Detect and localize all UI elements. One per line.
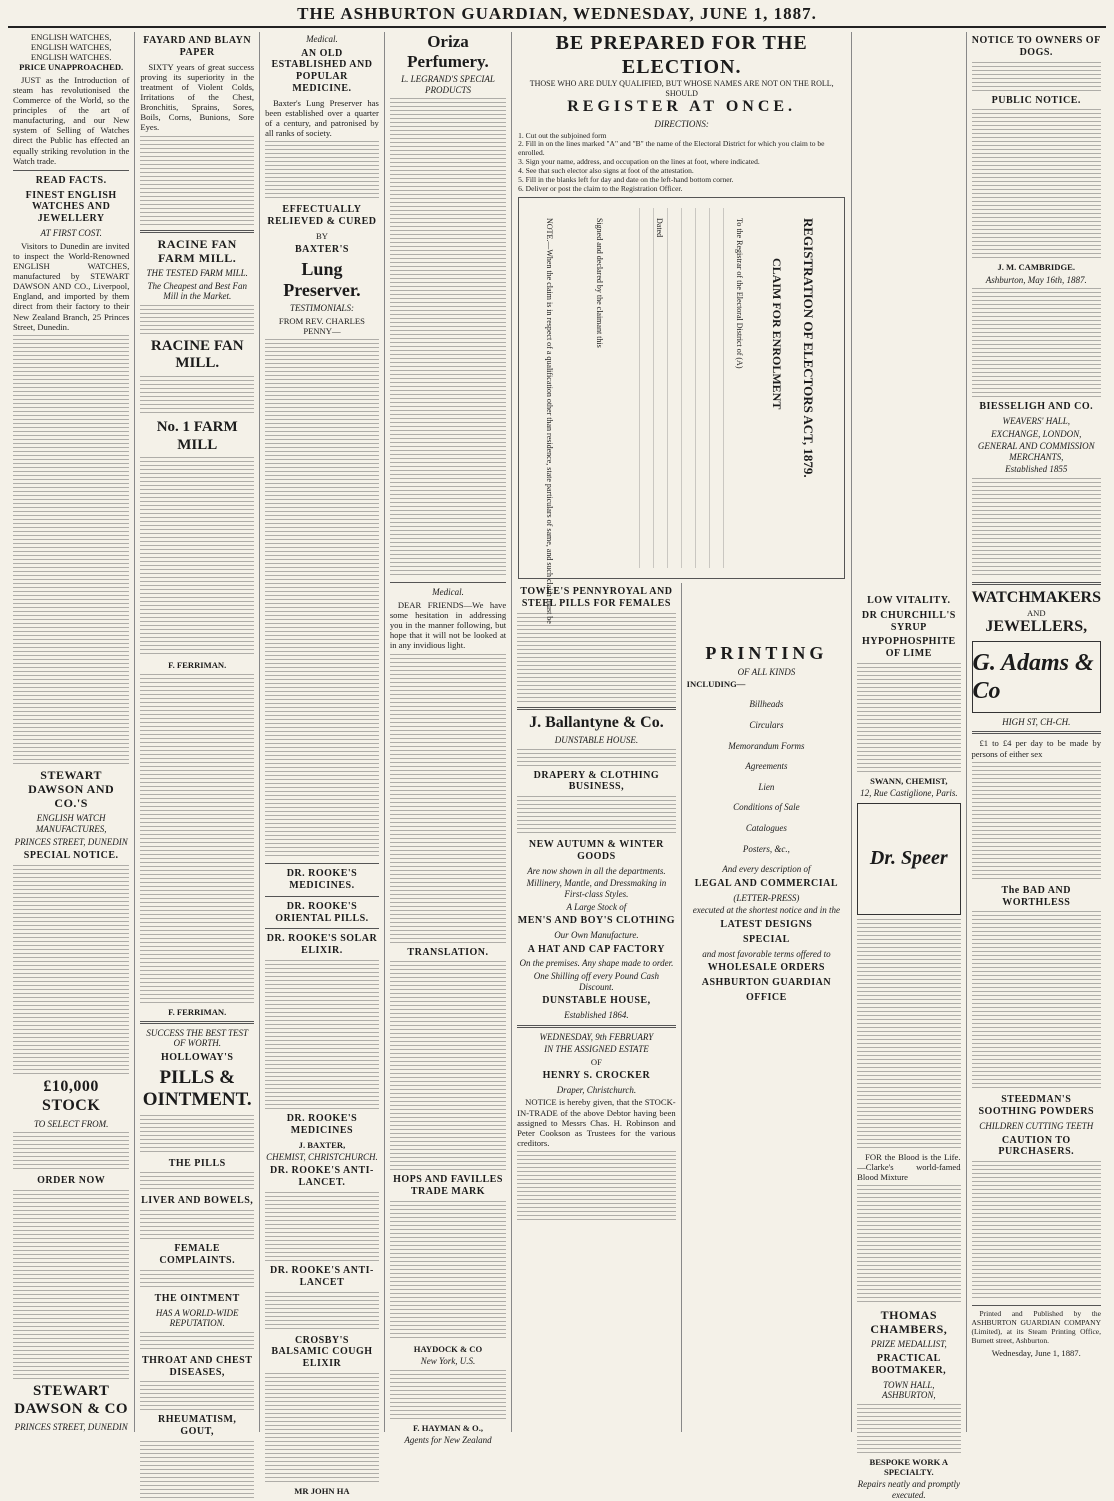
- printing-item: Memorandum Forms: [728, 740, 805, 751]
- text-block: [140, 1332, 254, 1352]
- section-label: Medical.: [306, 34, 338, 44]
- printing-line: executed at the shortest notice and in the: [692, 905, 841, 916]
- text-block: [390, 1370, 506, 1420]
- ad-heading: FAYARD AND BLAYN PAPER: [143, 35, 252, 58]
- text-block: [857, 663, 960, 773]
- text-block: [265, 1192, 379, 1262]
- election-step: 1. Cut out the subjoined form: [518, 130, 607, 140]
- ad-subheading: WEAVERS' HALL,: [1002, 415, 1070, 426]
- ad-heading: HENRY S. CROCKER: [542, 1069, 651, 1081]
- column-election: [512, 32, 852, 1432]
- form-dated: Dated: [655, 218, 665, 238]
- ad-heading: THE PILLS: [168, 1157, 226, 1169]
- dr-speer-logo: Dr. Speer: [857, 803, 960, 915]
- ad-body: JUST as the Introduction of steam has revolutionised the Commerce of the World, so the principles of the art of manufacturing, and our New system of Selling of Watches direct the Public has effected an equally striking revolution in the Watch trade.: [13, 74, 130, 166]
- form-note: NOTE.—When the claim is in respect of a qualification other than residence, state particulars of same, and such claim must be: [545, 218, 555, 625]
- ad-body: Visitors to Dunedin are invited to inspect the World-Renowned ENGLISH WATCHES, manufactured by STEWART DAWSON AND CO., Liverpool, England, and imported by them direct from their factory to their New Zealand Branch, 25 Princes Street, Dunedin.: [13, 240, 130, 332]
- ad-line: FROM REV. CHARLES PENNY—: [278, 315, 365, 337]
- ad-title: PILLS & OINTMENT.: [142, 1066, 252, 1111]
- ad-heading: TOWLE'S PENNYROYAL AND STEEL PILLS FOR FEMALES: [520, 586, 673, 610]
- text-block: [140, 674, 254, 1004]
- text-block: [972, 62, 1102, 92]
- ad-subheading: TESTIMONIALS:: [289, 303, 354, 314]
- ad-subheading: THE TESTED FARM MILL.: [146, 267, 248, 278]
- ad-title: WATCHMAKERS: [971, 588, 1101, 606]
- printing-line: ASHBURTON GUARDIAN: [701, 976, 832, 988]
- column-racine-holloway: [135, 32, 260, 1438]
- ad-heading: THROAT AND CHEST DISEASES,: [141, 1354, 253, 1378]
- ad-subheading: HAS A WORLD-WIDE REPUTATION.: [155, 1307, 239, 1329]
- ad-subheading: ENGLISH WATCH MANUFACTURES,: [35, 813, 107, 834]
- election-step: 2. Fill in on the lines marked "A" and "B" the name of the Electoral District for which you claim to be enrolled.: [518, 139, 825, 158]
- form-signed: Signed and declared by the claimant this: [595, 218, 605, 349]
- text-block: [140, 1381, 254, 1411]
- ad-heading: FEMALE COMPLAINTS.: [159, 1243, 236, 1266]
- ad-heading: DR. ROOKE'S MEDICINES: [286, 1113, 358, 1136]
- ad-heading: BAXTER'S: [294, 244, 349, 256]
- text-block: [140, 1172, 254, 1192]
- ad-heading: DRAPERY & CLOTHING BUSINESS,: [533, 769, 660, 793]
- printing-item: Lien: [758, 781, 775, 792]
- ad-heading: NOTICE TO OWNERS OF DOGS.: [971, 35, 1101, 58]
- ad-title: Oriza Perfumery.: [407, 32, 489, 72]
- ad-subheading: Agents for New Zealand: [404, 1434, 492, 1445]
- ad-title: J. Ballantyne & Co.: [529, 714, 664, 732]
- divider: [140, 230, 254, 233]
- ad-heading: MEN'S AND BOY'S CLOTHING: [517, 915, 676, 927]
- text-block: [857, 919, 960, 1149]
- ad-heading: HYPOPHOSPHITE OF LIME: [861, 636, 956, 660]
- ad-heading: HOPS AND FAVILLES TRADE MARK: [393, 1174, 503, 1198]
- ad-title: RACINE FAN MILL.: [150, 337, 244, 372]
- ad-heading: £10,000 STOCK: [42, 1077, 101, 1114]
- ad-body: SIXTY years of great success proving its superiority in the treatment of Violent Colds, Irritations of the Chest, Bronchitis, Sprains, Sores, Boils, Corns, Bunions, Sore Eyes.: [140, 61, 255, 133]
- ad-heading: DR. ROOKE'S ANTI-LANCET.: [270, 1165, 374, 1189]
- ad-subheading: Established 1864.: [564, 1009, 629, 1020]
- column-ballantyne: [512, 583, 682, 1432]
- printing-line: SPECIAL: [742, 933, 790, 945]
- column-adams: [967, 32, 1107, 1432]
- ad-heading: AN OLD ESTABLISHED AND POPULAR MEDICINE.: [271, 47, 373, 94]
- ad-subheading: The Cheapest and Best Fan Mill in the Market.: [147, 280, 247, 302]
- text-block: [140, 136, 254, 226]
- column-churchill-chambers: [852, 32, 966, 1500]
- signature: J. M. CAMBRIDGE.: [997, 262, 1076, 273]
- ad-heading: READ FACTS.: [35, 174, 107, 186]
- text-block: [517, 749, 676, 767]
- text-block: [265, 339, 379, 859]
- ad-subheading: A Large Stock of: [566, 901, 627, 912]
- text-block: [140, 1441, 254, 1501]
- ad-subheading: Our Own Manufacture.: [554, 929, 639, 940]
- printing-sub: OF ALL KINDS: [737, 666, 796, 677]
- ad-subheading: DUNSTABLE HOUSE.: [554, 734, 639, 745]
- ad-subheading: PRINCES STREET, DUNEDIN: [14, 836, 128, 847]
- ad-subheading: SUCCESS THE BEST TEST OF WORTH.: [146, 1027, 249, 1049]
- ad-heading: CAUTION TO PURCHASERS.: [998, 1134, 1075, 1158]
- printing-line: And every description of: [722, 864, 811, 875]
- ad-line: ENGLISH WATCHES.: [30, 52, 112, 63]
- ad-subheading: Draper, Christchurch.: [556, 1084, 637, 1095]
- ad-subheading: EXCHANGE, LONDON,: [991, 428, 1082, 439]
- printing-item: Posters, &c.,: [742, 843, 790, 854]
- column-baxter-rooke: [260, 32, 385, 1496]
- text-block: [13, 1190, 129, 1380]
- ad-heading: THOMAS CHAMBERS,: [870, 1308, 948, 1337]
- ad-heading: LOW VITALITY.: [867, 595, 951, 606]
- text-block: [140, 1210, 254, 1240]
- divider: [517, 707, 676, 710]
- text-block: [390, 654, 506, 944]
- ad-body: £1 to £4 per day to be made by persons of either sex: [971, 738, 1101, 759]
- text-block: [265, 141, 379, 201]
- text-block: [517, 613, 676, 703]
- adams-logo: G. Adams & Co: [972, 641, 1102, 713]
- ad-title: Lung Preserver.: [283, 258, 361, 301]
- printing-item: Circulars: [749, 720, 784, 731]
- printing-line: OFFICE: [746, 991, 787, 1003]
- text-block: [857, 1404, 960, 1454]
- text-block: [140, 305, 254, 335]
- divider: [517, 1025, 676, 1028]
- ad-subheading: On the premises. Any shape made to order.: [519, 958, 674, 969]
- text-block: [972, 288, 1102, 398]
- masthead: THE ASHBURTON GUARDIAN, WEDNESDAY, JUNE 1, 1887.: [8, 4, 1106, 28]
- ad-subheading: 12, Rue Castiglione, Paris.: [860, 788, 958, 799]
- signature: MR JOHN HA: [294, 1485, 350, 1496]
- ad-heading: DR. ROOKE'S ANTI-LANCET: [270, 1264, 374, 1288]
- text-block: [140, 376, 254, 416]
- election-lead: THOSE WHO ARE DULY QUALIFIED, BUT WHOSE NAMES ARE NOT ON THE ROLL, SHOULD: [529, 79, 834, 98]
- ad-line: AND: [1026, 607, 1046, 618]
- ad-heading: ORDER NOW: [37, 1175, 106, 1187]
- signature: F. FERRIMAN.: [168, 660, 227, 671]
- text-block: [390, 961, 506, 1171]
- ad-subheading: PRINCES STREET, DUNEDIN: [14, 1421, 128, 1432]
- ad-body: NOTICE is hereby given, that the STOCK-IN-TRADE of the above Debtor having been assigned to Messrs Chas. H. Robinson and Peter Cookson as Trustees for the various creditors.: [517, 1097, 676, 1148]
- text-block: [517, 1151, 676, 1221]
- text-block: [972, 109, 1102, 259]
- ad-subheading: Millinery, Mantle, and Dressmaking in First-class Styles.: [526, 878, 667, 899]
- text-block: [13, 1132, 129, 1172]
- ad-subheading: AT FIRST COST.: [40, 228, 102, 239]
- ad-line: ENGLISH WATCHES,: [30, 32, 112, 42]
- columns: [8, 32, 1106, 1500]
- signature: F. FERRIMAN.: [168, 1006, 227, 1017]
- ad-heading: PUBLIC NOTICE.: [991, 94, 1081, 106]
- ad-line: OF: [590, 1056, 602, 1067]
- ad-heading: RHEUMATISM, GOUT,: [158, 1414, 237, 1438]
- ad-subheading: Are now shown in all the departments.: [527, 865, 666, 876]
- signature: F. HAYMAN & O.,: [412, 1422, 483, 1433]
- ad-heading: LIVER AND BOWELS,: [141, 1195, 254, 1207]
- printing-item: Conditions of Sale: [733, 802, 800, 813]
- ad-body: Baxter's Lung Preserver has been established over a quarter of a century, and patronised by all ranks of society.: [265, 97, 379, 139]
- ad-subheading: L. LEGRAND'S SPECIAL PRODUCTS: [401, 74, 495, 95]
- ad-subheading: CHILDREN CUTTING TEETH: [979, 1120, 1094, 1131]
- ad-title: JEWELLERS,: [985, 618, 1088, 635]
- text-block: [857, 1185, 960, 1305]
- divider: [390, 582, 506, 583]
- ad-line: BY: [315, 230, 328, 241]
- form-district: To the Registrar of the Electoral District of (A): [735, 218, 745, 369]
- ad-subheading: CHEMIST, CHRISTCHURCH.: [266, 1151, 378, 1162]
- ad-heading: DR. ROOKE'S ORIENTAL PILLS.: [275, 900, 369, 924]
- form-lines: [639, 208, 724, 568]
- divider: [972, 731, 1102, 734]
- ad-subheading: TO SELECT FROM.: [33, 1118, 109, 1129]
- printing-including: INCLUDING—: [686, 679, 746, 690]
- election-register: REGISTER AT ONCE.: [567, 98, 797, 116]
- ad-heading: FINEST ENGLISH WATCHES AND JEWELLERY: [25, 189, 117, 225]
- text-block: [140, 1270, 254, 1290]
- ad-heading: STEWART DAWSON AND CO.'S: [28, 767, 115, 811]
- ad-heading: PRACTICAL BOOTMAKER,: [871, 1353, 947, 1376]
- ad-subheading: Repairs neatly and promptly executed.: [857, 1479, 961, 1500]
- text-block: [265, 960, 379, 1110]
- ad-subheading: TOWN HALL, ASHBURTON,: [882, 1379, 936, 1401]
- ad-heading: RACINE FAN FARM MILL.: [157, 236, 237, 265]
- election-title: BE PREPARED FOR THE ELECTION.: [555, 32, 808, 78]
- ad-heading: EFFECTUALLY RELIEVED & CURED: [267, 204, 377, 228]
- ad-body: DEAR FRIENDS—We have some hesitation in addressing you in the manner following, but hope that it will not be looked at in any invidious light.: [389, 599, 507, 651]
- text-block: [972, 1161, 1102, 1301]
- text-block: [265, 1373, 379, 1483]
- form-claim: CLAIM FOR ENROLMENT: [770, 258, 785, 410]
- section-label: Medical.: [432, 587, 464, 598]
- ad-title: No. 1 FARM MILL: [156, 419, 238, 453]
- text-block: [265, 1292, 379, 1332]
- text-block: [140, 1115, 254, 1155]
- ad-heading: DR. ROOKE'S MEDICINES.: [286, 868, 358, 892]
- ad-heading: NEW AUTUMN & WINTER GOODS: [528, 839, 664, 862]
- election-step: 3. Sign your name, address, and occupation on the lines at foot, where indicated.: [518, 157, 760, 167]
- divider: [13, 170, 129, 171]
- imprint: Printed and Published by the ASHBURTON GUARDIAN COMPANY (Limited), at its Steam Printing Office, Burnett street, Ashburton.: [971, 1309, 1101, 1345]
- printing-line: and most favorable terms offered to: [702, 948, 831, 959]
- ad-heading: STEWART DAWSON & CO: [14, 1383, 129, 1417]
- ad-heading: DUNSTABLE HOUSE,: [542, 995, 651, 1007]
- divider: [972, 582, 1102, 585]
- election-step: 4. See that such elector also signs at foot of the attestation.: [518, 165, 694, 175]
- printing-line: LEGAL AND COMMERCIAL: [694, 877, 839, 889]
- column-top-gap: [857, 32, 960, 592]
- ad-heading: DR CHURCHILL'S SYRUP: [861, 609, 956, 633]
- printing-title: PRINTING: [705, 643, 828, 664]
- election-section: [512, 32, 851, 193]
- text-block: [390, 98, 506, 578]
- ad-heading: TRANSLATION.: [407, 946, 489, 958]
- text-block: [13, 865, 129, 1075]
- form-title: REGISTRATION OF ELECTORS ACT, 1879.: [801, 218, 817, 479]
- ad-heading: HOLLOWAY'S: [160, 1051, 234, 1063]
- ad-subheading: HIGH ST, CH-CH.: [1002, 716, 1071, 727]
- printing-item: Catalogues: [745, 823, 787, 834]
- ad-subheading: Ashburton, May 16th, 1887.: [985, 274, 1087, 285]
- ad-heading: A HAT AND CAP FACTORY: [527, 943, 665, 955]
- ad-heading: DR. ROOKE'S SOLAR ELIXIR.: [266, 933, 378, 957]
- ad-heading: SPECIAL NOTICE.: [23, 850, 119, 862]
- election-step: 6. Deliver or post the claim to the Registration Officer.: [518, 183, 683, 193]
- ad-subheading: WEDNESDAY, 9th FEBRUARY: [539, 1031, 654, 1042]
- ad-subheading: Established 1855: [1005, 464, 1068, 475]
- ad-body: FOR the Blood is the Life.—Clarke's world-famed Blood Mixture: [857, 1151, 961, 1183]
- ad-line: PRICE UNAPPROACHED.: [19, 62, 124, 73]
- election-directions: DIRECTIONS:: [654, 118, 709, 129]
- divider: [140, 1021, 254, 1024]
- text-block: [13, 335, 129, 765]
- ad-subheading: GENERAL AND COMMISSION MERCHANTS,: [977, 441, 1095, 462]
- divider: [265, 928, 379, 929]
- ad-line: ENGLISH WATCHES,: [30, 42, 112, 53]
- column-printing: [682, 583, 852, 1432]
- text-block: [517, 796, 676, 836]
- ad-heading: STEEDMAN'S SOOTHING POWDERS: [978, 1094, 1095, 1118]
- ad-heading: BIESSELIGH AND CO.: [979, 401, 1094, 413]
- signature: J. BAXTER,: [298, 1139, 346, 1150]
- divider: [972, 1305, 1102, 1306]
- signature: SWANN, CHEMIST,: [870, 775, 948, 786]
- printing-line: LATEST DESIGNS: [720, 918, 813, 930]
- text-block: [390, 1201, 506, 1341]
- ad-heading: THE OINTMENT: [154, 1292, 240, 1304]
- text-block: [972, 911, 1102, 1091]
- text-block: [972, 478, 1102, 578]
- printing-item: Agreements: [745, 761, 788, 772]
- printing-item: Billheads: [749, 699, 784, 710]
- ad-heading: CROSBY'S BALSAMIC COUGH ELIXIR: [271, 1334, 373, 1370]
- ad-subheading: IN THE ASSIGNED ESTATE: [544, 1044, 649, 1055]
- column-oriza-haydock: [385, 32, 512, 1445]
- column-stewart-dawson: [8, 32, 135, 1432]
- ad-subheading: New York, U.S.: [420, 1356, 476, 1367]
- ad-heading: The BAD AND WORTHLESS: [1001, 884, 1071, 908]
- divider: [265, 896, 379, 897]
- printing-line: (LETTER-PRESS): [733, 892, 800, 903]
- election-step: 5. Fill in the blanks left for day and date on the left-hand bottom corner.: [518, 174, 734, 184]
- ad-subheading: PRIZE MEDALLIST,: [870, 1339, 947, 1350]
- divider: [265, 863, 379, 864]
- text-block: [972, 762, 1102, 882]
- ad-line: BESPOKE WORK A SPECIALTY.: [869, 1456, 949, 1478]
- text-block: [140, 457, 254, 657]
- lower-split: [512, 583, 851, 1432]
- signature: HAYDOCK & CO: [413, 1344, 483, 1355]
- ad-subheading: One Shilling off every Pound Cash Discount.: [533, 970, 660, 992]
- printing-line: WHOLESALE ORDERS: [707, 962, 825, 974]
- imprint-date: Wednesday, June 1, 1887.: [991, 1347, 1081, 1358]
